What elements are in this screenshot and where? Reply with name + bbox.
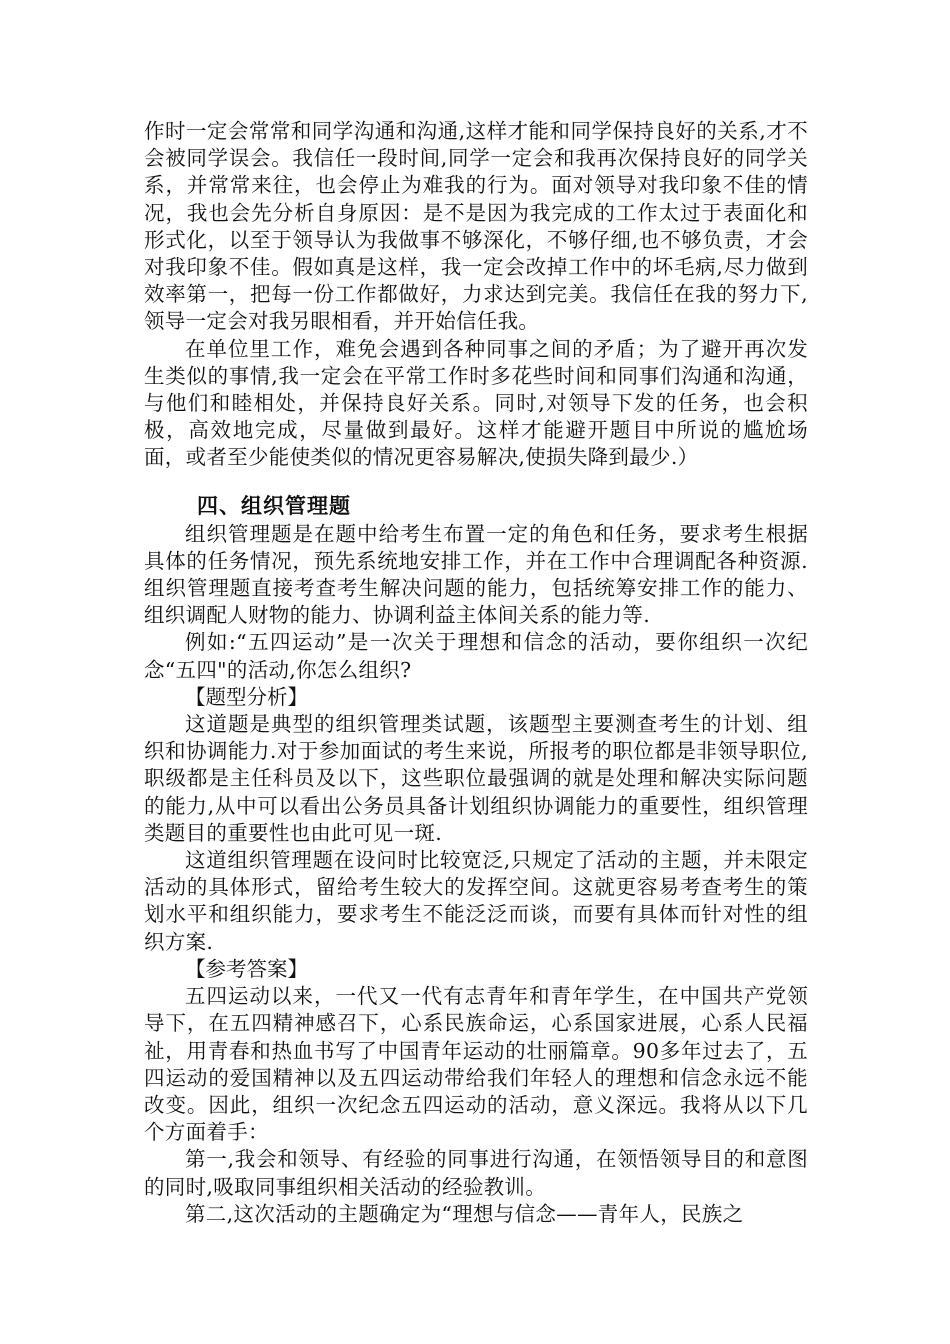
section-intro-paragraph: 组织管理题是在题中给考生布置一定的角色和任务，要求考生根据具体的任务情况，预先系统地安排工作，并在工作中合理调配各种资源.组织管理题直接考查考生解决问题的能力，包括统筹安排工作的能力、组织调配人财物的能力、协调利益主体间关系的能力等. bbox=[144, 521, 808, 628]
analysis-paragraph: 这道组织管理题在设问时比较宽泛,只规定了活动的主题，并未限定活动的具体形式，留给考生较大的发挥空间。这就更容易考查考生的策划水平和组织能力，要求考生不能泛泛而谈，而要有具体而针对性的组织方案. bbox=[144, 848, 808, 954]
example-question: 例如:“五四运动”是一次关于理想和信念的活动，要你组织一次纪念“五四"的活动,你怎么组织? bbox=[144, 630, 808, 682]
analysis-label: 【题型分析】 bbox=[185, 684, 308, 709]
analysis-paragraph: 这道题是典型的组织管理类试题，该题型主要测查考生的计划、组织和协调能力.对于参加面试的考生来说，所报考的职位都是非领导职位,职级都是主任科员及以下，这些职位最强调的就是处理和解决实际问题的能力,从中可以看出公务员具备计划组织协调能力的重要性，组织管理类题目的重要性也由此可见一斑. bbox=[144, 712, 808, 845]
section-heading: 四、组织管理题 bbox=[197, 493, 351, 518]
body-paragraph: 作时一定会常常和同学沟通和沟通,这样才能和同学保持良好的关系,才不会被同学误会。我信任一段时间,同学一定会和我再次保持良好的同学关系，并常常来往，也会停止为难我的行为。面对领导对我印象不佳的情况，我也会先分析自身原因：是不是因为我完成的工作太过于表面化和形式化，以至于领导认为我做事不够深化，不够仔细,也不够负责，才会对我印象不佳。假如真是这样，我一定会改掉工作中的坏毛病,尽力做到效率第一，把每一份工作都做好，力求达到完美。我信任在我的努力下,领导一定会对我另眼相看，并开始信任我。 bbox=[144, 119, 808, 334]
answer-paragraph: 五四运动以来，一代又一代有志青年和青年学生，在中国共产党领导下，在五四精神感召下，心系民族命运，心系国家进展，心系人民福祉，用青春和热血书写了中国青年运动的壮丽篇章。90多年过去了，五四运动的爱国精神以及五四运动带给我们年轻人的理想和信念永远不能改变。因此，组织一次纪念五四运动的活动，意义深远。我将从以下几个方面着手： bbox=[144, 984, 808, 1145]
answer-paragraph: 第二,这次活动的主题确定为“理想与信念——青年人，民族之 bbox=[185, 1201, 744, 1226]
answer-paragraph: 第一,我会和领导、有经验的同事进行沟通，在领悟领导目的和意图的同时,吸取同事组织相关活动的经验教训。 bbox=[144, 1147, 808, 1199]
document-page bbox=[144, 118, 808, 1228]
answer-label: 【参考答案】 bbox=[185, 956, 308, 981]
body-paragraph: 在单位里工作，难免会遇到各种同事之间的矛盾；为了避开再次发生类似的事情,我一定会在平常工作时多花些时间和同事们沟通和沟通，与他们和睦相处，并保持良好关系。同时,对领导下发的任务，也会积极，高效地完成，尽量做到最好。这样才能避开题目中所说的尴尬场面，或者至少能使类似的情况更容易解决,使损失降到最少.） bbox=[144, 336, 808, 470]
